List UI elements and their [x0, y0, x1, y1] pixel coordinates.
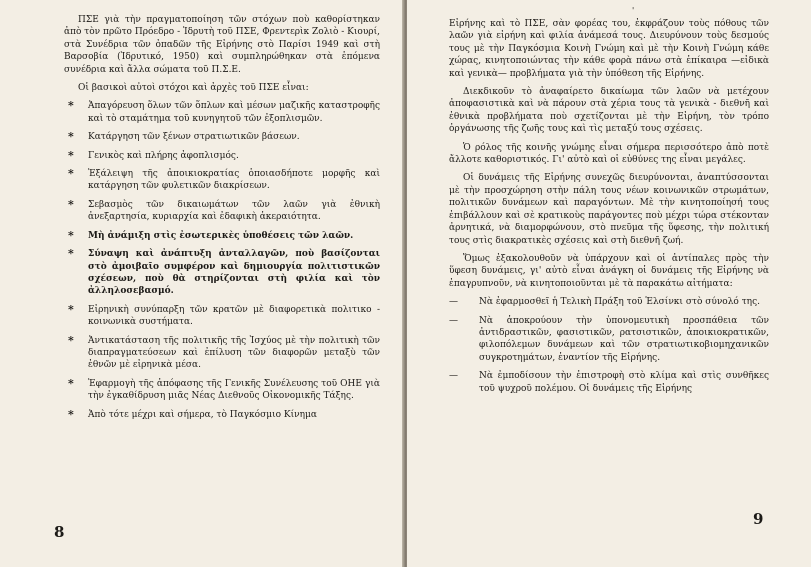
- body-paragraph: Οἱ δυνάμεις τῆς Εἰρήνης συνεχῶς διευρύνονται, ἀναπτύσσονται μὲ τὴν προσχώρηση στὴν πάλη τους νέων κοινωνικῶν στρωμάτων, πολιτικῶν δυνάμεων καὶ παραγόντων. Μὲ τὴν κινητοποίησή τους ἐπιβάλλουν καὶ σὲ κρατικοὺς παράγοντες ποὺ μέχρι τώρα στέκονταν ἀρνητικά, νὰ διαμορφώνουν, στὸ πνεῦμα τῆς ὕφεσης, τὴν πολιτική τους στὶς διακρατικὲς σχέσεις καὶ στὴ διεθνῆ ζωή.: [449, 173, 769, 246]
- right-page: [407, 0, 811, 567]
- asterisk-icon: *: [68, 197, 74, 211]
- principle-item: [64, 100, 380, 125]
- principle-text: Σύναψη καὶ ἀνάπτυξη ἀνταλλαγῶν, ποὺ βασίζονται στὸ ἀμοιβαῖο συμφέρον καὶ δημιουργία πολιτιστικῶν σχέσεων, ποὺ θὰ στηρίζονται στὴ φιλία καὶ τὸν ἀλληλοσεβασμό.: [88, 249, 380, 297]
- asterisk-icon: *: [68, 228, 74, 242]
- asterisk-icon: *: [68, 376, 74, 390]
- asterisk-icon: *: [68, 167, 74, 181]
- body-paragraph: Ὁ ρόλος τῆς κοινῆς γνώμης εἶναι σήμερα περισσότερο ἀπὸ ποτὲ ἄλλοτε καθοριστικός. Γι' αὐτὸ καὶ οἱ εὐθύνες της εἶναι μεγάλες.: [449, 142, 769, 166]
- principle-text: Ἀντικατάσταση τῆς πολιτικῆς τῆς Ἰσχύος μὲ τὴν πολιτικὴ τῶν διαπραγματεύσεων καὶ ἐπίλυση τῶν διαφορῶν μεταξὺ τῶν ἐθνῶν μὲ εἰρηνικὰ μέσα.: [88, 335, 380, 371]
- principle-item: [64, 150, 380, 162]
- body-paragraph: Εἰρήνης καὶ τὸ ΠΣΕ, σὰν φορέας του, ἐκφράζουν τοὺς πόθους τῶν λαῶν γιὰ εἰρήνη καὶ φιλία ἀνάμεσά τους. Διευρύνουν τοὺς δεσμούς τους μὲ τὴν Παγκόσμια Κοινὴ Γνώμη καὶ μὲ τὴν Κοινὴ Γνώμη κάθε χώρας, κινητοποιώντας τὴν κάθε φορὰ πάνω στὰ ἐπίκαιρα —εἰδικὰ καὶ γενικὰ— προβλήματα γιὰ τὴν ὑπόθεση τῆς Εἰρήνης.: [449, 19, 769, 79]
- principle-item: [64, 131, 380, 143]
- principle-item: [64, 304, 380, 329]
- principle-item: [64, 248, 380, 298]
- demand-text: Νὰ ἐμποδίσουν τὴν ἐπιστροφὴ στὸ κλίμα καὶ στὶς συνθῆκες τοῦ ψυχροῦ πολέμου. Οἱ δυνάμεις τῆς Εἰρήνης: [479, 371, 769, 394]
- principle-item: [64, 199, 380, 224]
- principle-text: Γενικὸς καὶ πλήρης ἀφοπλισμός.: [88, 150, 239, 161]
- asterisk-icon: *: [68, 302, 74, 316]
- asterisk-icon: *: [68, 333, 74, 347]
- asterisk-icon: *: [68, 407, 74, 421]
- dash-icon: —: [449, 297, 458, 308]
- print-mark: ': [632, 6, 635, 15]
- demand-item: [449, 315, 769, 365]
- principle-item: [64, 378, 380, 403]
- page-number-left: 8: [54, 523, 65, 541]
- asterisk-icon: *: [68, 247, 74, 261]
- principle-item: [64, 409, 380, 421]
- dash-icon: —: [449, 315, 458, 326]
- asterisk-icon: *: [68, 148, 74, 162]
- principle-text: Ἐφαρμογὴ τῆς ἀπόφασης τῆς Γενικῆς Συνέλευσης τοῦ ΟΗΕ γιὰ τὴν ἐγκαθίδρυση μιᾶς Νέας Διεθνοῦς Οἰκονομικῆς Τάξης.: [88, 378, 380, 402]
- principle-text: Ἀπὸ τότε μέχρι καὶ σήμερα, τὸ Παγκόσμιο Κίνημα: [88, 409, 317, 420]
- lead-paragraph: Οἱ βασικοὶ αὐτοὶ στόχοι καὶ ἀρχὲς τοῦ ΠΣΕ εἶναι:: [78, 83, 309, 94]
- asterisk-icon: *: [68, 99, 74, 113]
- demand-text: Νὰ ἐφαρμοσθεῖ ἡ Τελικὴ Πράξη τοῦ Ἑλσίνκι στὸ σύνολό της.: [479, 297, 760, 308]
- body-paragraph: Ὅμως ἐξακολουθοῦν νὰ ὑπάρχουν καὶ οἱ ἀντίπαλες πρὸς τὴν ὕφεση δυνάμεις, γι' αὐτὸ εἶναι ἀνάγκη οἱ δυνάμεις τῆς Εἰρήνης νὰ ἐπαγρυπνοῦν, νὰ κινητοποιοῦνται μὲ τὰ παρακάτω αἰτήματα:: [449, 253, 769, 289]
- left-page: [0, 0, 404, 567]
- demand-text: Νὰ ἀποκρούουν τὴν ὑπονομευτικὴ προσπάθεια τῶν ἀντιδραστικῶν, φασιστικῶν, ρατσιστικῶν, ἀποικιοκρατικῶν, φιλοπόλεμων δυνάμεων καὶ τῶν στρατιωτικοβιομηχανικῶν συγκροτημάτων, ἐναντίον τῆς Εἰρήνης.: [479, 315, 769, 363]
- dash-icon: —: [449, 371, 458, 382]
- page-number-right: 9: [753, 510, 764, 528]
- asterisk-icon: *: [68, 130, 74, 144]
- principle-text: Εἰρηνικὴ συνύπαρξη τῶν κρατῶν μὲ διαφορετικὰ πολιτικο - κοινωνικὰ συστήματα.: [88, 304, 380, 328]
- principle-item: [64, 168, 380, 193]
- principle-item: [64, 335, 380, 372]
- intro-paragraph: ΠΣΕ γιὰ τὴν πραγματοποίηση τῶν στόχων ποὺ καθορίστηκαν ἀπὸ τὸν πρῶτο Πρόεδρο - Ἱδρυτὴ τοῦ ΠΣΕ, Φρεντερὶκ Ζολιὸ - Κιουρί, στὰ Συνέδρια τῶν ὀπαδῶν τῆς Εἰρήνης στὸ Παρίσι 1949 καὶ στὴ Βαρσοβία (Ἰδρυτικό, 1950) καὶ συμπληρώθηκαν στὰ ἑπόμενα συνέδρια καὶ ἄλλα σώματα τοῦ Π.Σ.Ε.: [64, 15, 380, 75]
- left-page-text: [64, 14, 380, 427]
- principle-text: Ἀπαγόρευση ὅλων τῶν ὅπλων καὶ μέσων μαζικῆς καταστροφῆς καὶ τὸ σταμάτημα τοῦ κυνηγητοῦ τῶν ἐξοπλισμῶν.: [88, 101, 380, 124]
- right-page-text: [449, 18, 769, 401]
- principle-text: Μὴ ἀνάμιξη στὶς ἐσωτερικὲς ὑποθέσεις τῶν λαῶν.: [88, 230, 354, 241]
- demand-item: [449, 296, 769, 308]
- principle-text: Σεβασμὸς τῶν δικαιωμάτων τῶν λαῶν γιὰ ἐθνικὴ ἀνεξαρτησία, κυριαρχία καὶ ἐδαφικὴ ἀκεραιότητα.: [88, 199, 380, 223]
- principle-text: Κατάργηση τῶν ξένων στρατιωτικῶν βάσεων.: [88, 132, 300, 143]
- demand-item: [449, 370, 769, 395]
- body-paragraph: Διεκδικοῦν τὸ ἀναφαίρετο δικαίωμα τῶν λαῶν νὰ μετέχουν ἀποφασιστικὰ καὶ νὰ πάρουν στὰ χέρια τους τὰ γενικὰ - διεθνῆ καὶ ἐθνικὰ προβλήματα ποὺ σχετίζονται μὲ τὴν Εἰρήνη, τὸν τρόπο ὀργάνωσης τῆς ζωῆς τους καὶ τὶς μεταξύ τους σχέσεις.: [449, 87, 769, 135]
- principle-item: [64, 230, 380, 242]
- principle-text: Ἐξάλειψη τῆς ἀποικιοκρατίας ὁποιασδήποτε μορφῆς καὶ κατάργηση τῶν φυλετικῶν διακρίσεων.: [88, 169, 380, 192]
